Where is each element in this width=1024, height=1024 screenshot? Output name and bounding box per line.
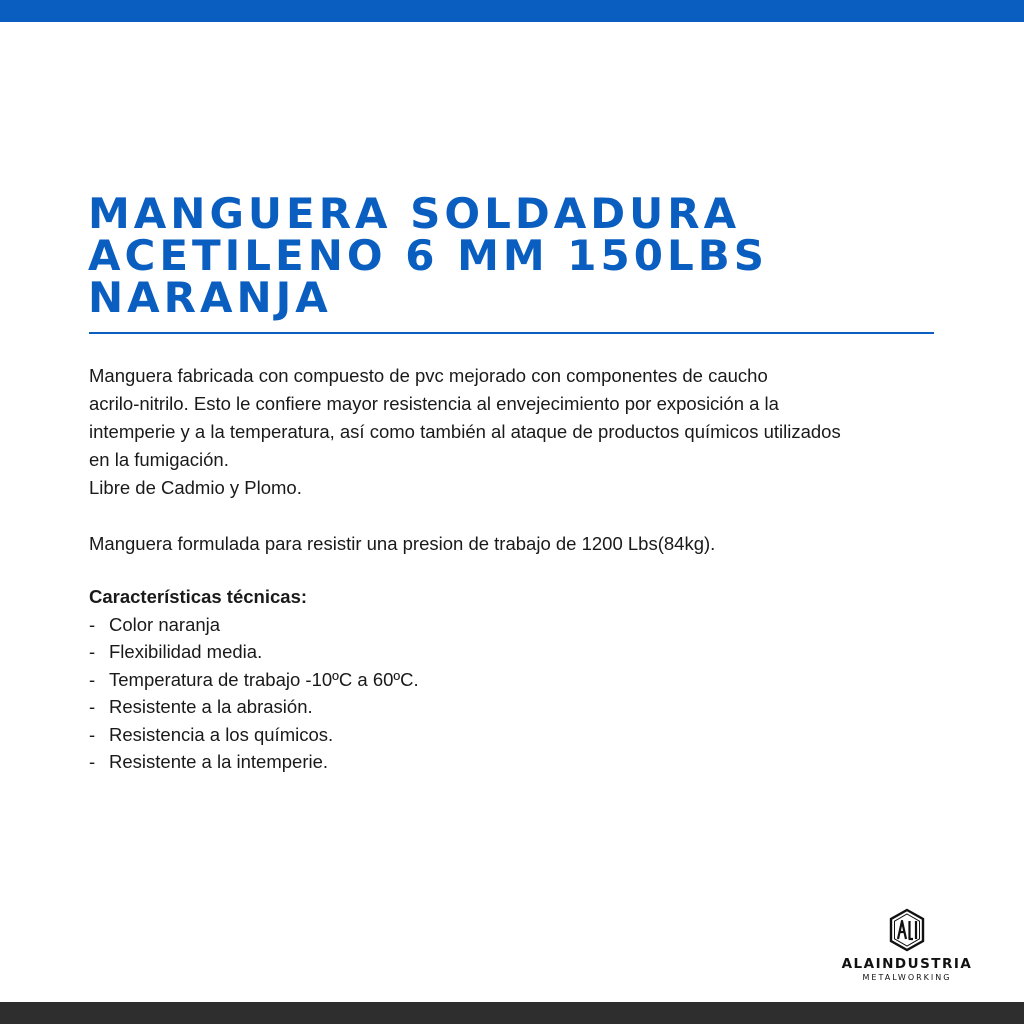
bullet-dash: - (89, 696, 96, 717)
feature-item (89, 638, 419, 666)
bullet-dash: - (89, 613, 96, 635)
feature-text: Temperatura de trabajo -10ºC a 60ºC. (109, 668, 419, 690)
bullet-dash: - (89, 751, 96, 772)
feature-text: Color naranja (109, 613, 221, 635)
description-line: acrilo-nitrilo. Esto le confiere mayor resistencia al envejecimiento por exposición a la (89, 393, 779, 414)
feature-item (89, 693, 419, 721)
feature-text: Resistente a la intemperie. (109, 751, 329, 772)
bullet-dash: - (89, 641, 96, 662)
feature-item (89, 721, 419, 749)
feature-text: Resistente a la abrasión. (109, 696, 313, 717)
title-line-2: ACETILENO 6 MM 150LBS (88, 231, 768, 280)
features-heading: Características técnicas: (89, 586, 308, 607)
hexagon-ali-monogram-icon (888, 908, 926, 952)
brand-tagline: METALWORKING (862, 973, 952, 982)
features-list (89, 611, 419, 776)
title-divider (89, 332, 934, 334)
product-title (88, 189, 948, 322)
pressure-statement: Manguera formulada para resistir una presion de trabajo de 1200 Lbs(84kg). (89, 533, 716, 554)
feature-item (89, 748, 419, 776)
title-line-3: NARANJA (88, 273, 332, 322)
feature-item (89, 611, 419, 639)
bottom-footer-bar (0, 1002, 1024, 1024)
description-line: Libre de Cadmio y Plomo. (89, 477, 302, 498)
description-line: Manguera fabricada con compuesto de pvc mejorado con componentes de caucho (89, 365, 768, 386)
technical-features (89, 583, 419, 776)
top-accent-bar (0, 0, 1024, 22)
bullet-dash: - (89, 723, 96, 745)
brand-name: ALAINDUSTRIA (841, 956, 973, 972)
description-line: intemperie y a la temperatura, así como también al ataque de productos químicos utilizados (89, 421, 841, 442)
feature-text: Resistencia a los químicos. (109, 723, 334, 745)
company-logo (822, 908, 992, 988)
product-description (89, 362, 939, 502)
description-line: en la fumigación. (89, 449, 229, 470)
feature-text: Flexibilidad media. (109, 641, 263, 662)
bullet-dash: - (89, 668, 96, 690)
feature-item (89, 666, 419, 694)
title-line-1: MANGUERA SOLDADURA (88, 189, 741, 238)
